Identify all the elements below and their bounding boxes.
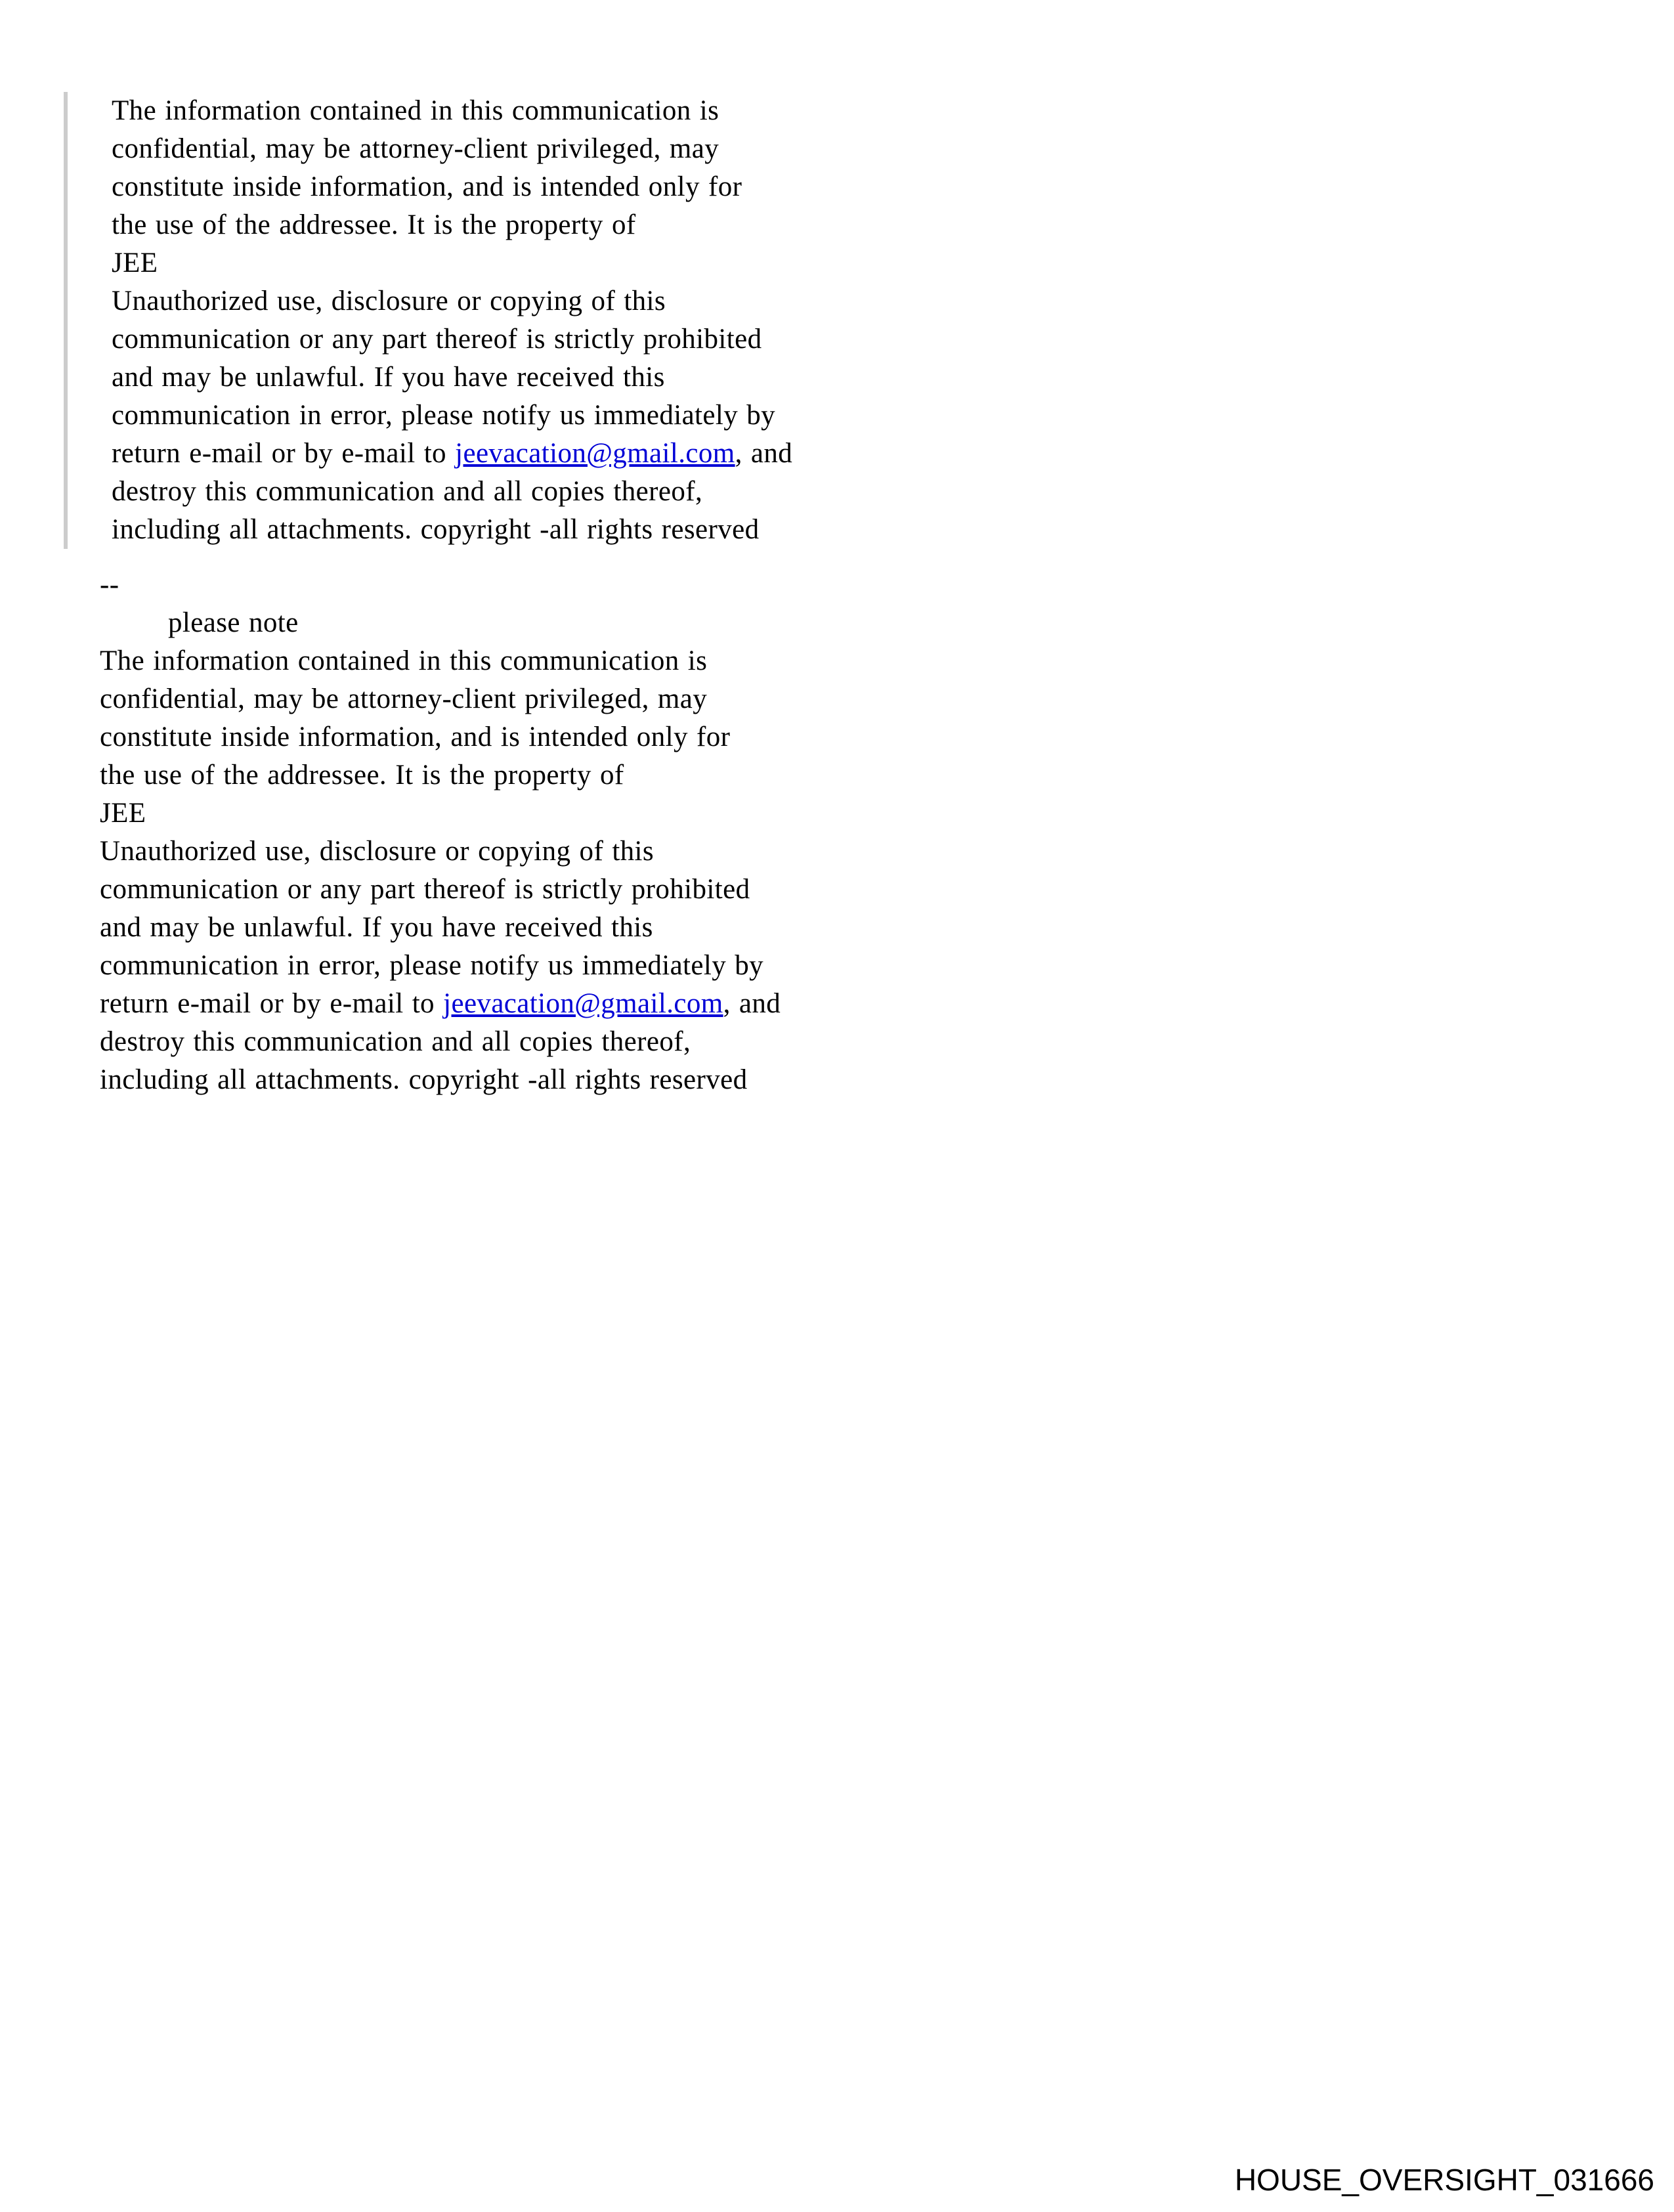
- disclaimer-line: constitute inside information, and is intended only for: [100, 722, 731, 752]
- disclaimer-line: communication in error, please notify us immediately by: [100, 950, 764, 981]
- disclaimer-line: communication or any part thereof is strictly prohibited: [112, 324, 762, 355]
- disclaimer-line: including all attachments. copyright -all rights reserved: [112, 514, 760, 545]
- disclaimer-email-line: [100, 985, 781, 1023]
- bates-number: HOUSE_OVERSIGHT_031666: [1234, 2163, 1654, 2197]
- please-note-label: please note: [168, 607, 299, 638]
- disclaimer-line: communication or any part thereof is strictly prohibited: [100, 874, 750, 905]
- email-line-prefix: return e-mail or by e-mail to: [112, 438, 456, 469]
- signature-separator: --: [100, 569, 119, 600]
- disclaimer-line: The information contained in this communication is: [112, 95, 719, 126]
- disclaimer-line: JEE: [112, 248, 158, 278]
- quoted-disclaimer-block: [64, 92, 792, 549]
- disclaimer-line: destroy this communication and all copies thereof,: [112, 476, 703, 507]
- disclaimer-line: Unauthorized use, disclosure or copying of this: [100, 836, 655, 867]
- disclaimer-line: Unauthorized use, disclosure or copying of this: [112, 286, 666, 316]
- disclaimer-line: communication in error, please notify us immediately by: [112, 400, 776, 431]
- disclaimer-line: constitute inside information, and is intended only for: [112, 171, 742, 202]
- email-link[interactable]: jeevacation@gmail.com: [455, 438, 735, 469]
- email-link[interactable]: jeevacation@gmail.com: [443, 988, 723, 1019]
- email-line-suffix: , and: [735, 438, 793, 469]
- disclaimer-line: and may be unlawful. If you have received this: [112, 362, 665, 393]
- email-line-suffix: , and: [723, 988, 781, 1019]
- disclaimer-line: the use of the addressee. It is the property of: [112, 209, 636, 240]
- disclaimer-line: confidential, may be attorney-client privileged, may: [100, 683, 708, 714]
- disclaimer-line: including all attachments. copyright -all rights reserved: [100, 1064, 748, 1095]
- quote-bar: [64, 92, 68, 549]
- disclaimer-line: and may be unlawful. If you have received this: [100, 912, 653, 943]
- disclaimer-email-line: [112, 435, 792, 473]
- disclaimer-line: destroy this communication and all copies thereof,: [100, 1026, 691, 1057]
- disclaimer-line: the use of the addressee. It is the property of: [100, 760, 624, 791]
- disclaimer-line: The information contained in this communication is: [100, 645, 708, 676]
- quoted-disclaimer-text: [112, 92, 792, 549]
- signature-disclaimer-block: [100, 566, 781, 1099]
- email-line-prefix: return e-mail or by e-mail to: [100, 988, 444, 1019]
- disclaimer-line: JEE: [100, 798, 146, 829]
- disclaimer-line: confidential, may be attorney-client privileged, may: [112, 133, 719, 164]
